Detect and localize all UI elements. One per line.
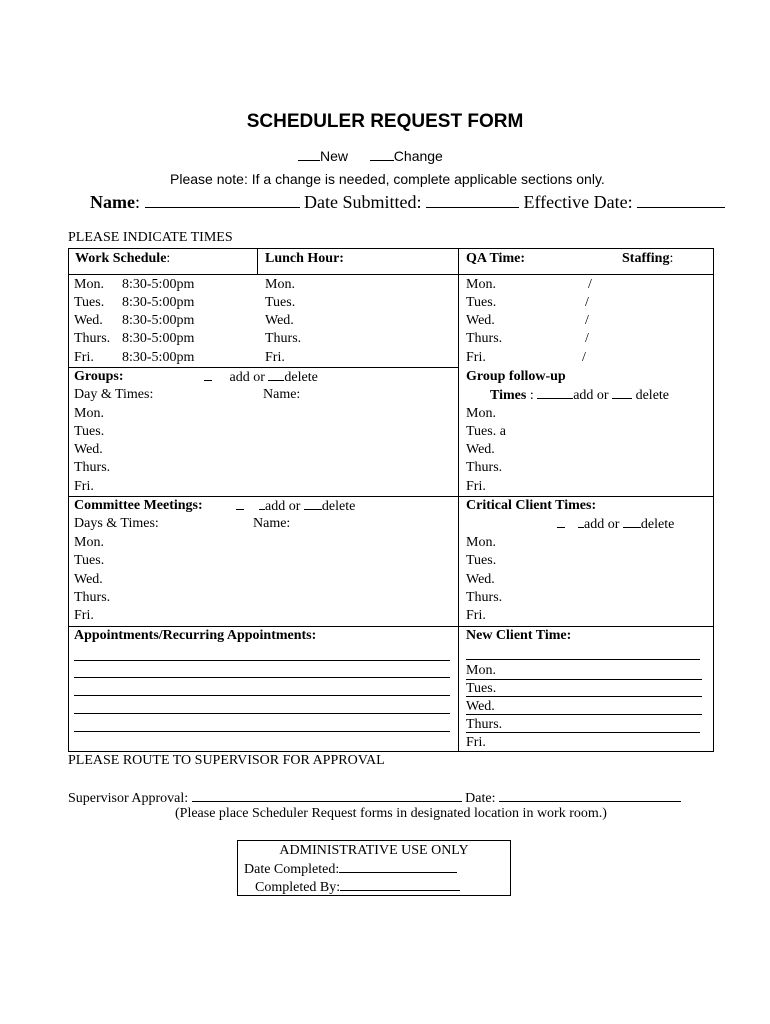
lunch-day[interactable]: Tues. <box>265 295 296 310</box>
lunch-hour-header: Lunch Hour: <box>265 251 344 266</box>
staffing-header: Staffing: <box>622 251 674 266</box>
note-text: Please note: If a change is needed, complete applicable sections only. <box>170 171 605 187</box>
supervisor-approval-row <box>68 789 681 807</box>
route-instruction: PLEASE ROUTE TO SUPERVISOR FOR APPROVAL <box>68 753 385 768</box>
committee-day[interactable]: Tues. <box>74 553 105 568</box>
group-followup-day[interactable]: Mon. <box>466 406 496 421</box>
new-client-line[interactable] <box>466 732 700 733</box>
work-day: Tues. <box>74 295 105 310</box>
work-day: Mon. <box>74 277 104 292</box>
work-time[interactable]: 8:30-5:00pm <box>122 331 195 346</box>
group-followup-add-or: add or <box>573 388 609 403</box>
group-followup-add-checkbox[interactable] <box>537 386 573 399</box>
work-schedule-header: Work Schedule: <box>75 251 171 266</box>
group-followup-times-label: Times <box>490 388 527 403</box>
new-client-day: Fri. <box>466 735 486 750</box>
committee-day[interactable]: Wed. <box>74 572 103 587</box>
committee-or-label: or <box>288 499 301 514</box>
date-submitted-field[interactable] <box>426 193 519 208</box>
critical-or-label: or <box>607 517 620 532</box>
groups-add-label: add <box>229 370 250 385</box>
groups-delete-label: delete <box>284 370 318 385</box>
new-client-line[interactable] <box>466 659 700 660</box>
work-time[interactable]: 8:30-5:00pm <box>122 313 195 328</box>
groups-add-delete <box>204 368 318 387</box>
completed-by-field[interactable] <box>340 878 460 891</box>
placement-note: (Please place Scheduler Request forms in designated location in work room.) <box>175 806 607 821</box>
committee-day[interactable]: Fri. <box>74 608 94 623</box>
supervisor-approval-label: Supervisor Approval: <box>68 791 189 806</box>
work-time[interactable]: 8:30-5:00pm <box>122 295 195 310</box>
supervisor-approval-field[interactable] <box>192 789 462 802</box>
supervisor-date-label: Date: <box>465 791 496 806</box>
work-day: Wed. <box>74 313 103 328</box>
critical-delete-label: delete <box>640 517 675 532</box>
critical-day[interactable]: Thurs. <box>466 590 503 605</box>
date-submitted-label: Date Submitted: <box>304 192 422 212</box>
groups-day[interactable]: Wed. <box>74 442 103 457</box>
new-client-line[interactable] <box>466 714 702 715</box>
qa-day[interactable]: Fri. <box>466 350 486 365</box>
lunch-day[interactable]: Thurs. <box>265 331 302 346</box>
date-completed-row <box>244 860 457 878</box>
indicate-times-heading: PLEASE INDICATE TIMES <box>68 230 233 245</box>
group-followup-day[interactable]: Fri. <box>466 479 486 494</box>
work-time[interactable]: 8:30-5:00pm <box>122 277 195 292</box>
committee-add-checkbox[interactable] <box>236 497 244 510</box>
critical-day[interactable]: Mon. <box>466 535 496 550</box>
staffing-slash: / <box>585 313 589 328</box>
committee-delete-checkbox[interactable] <box>304 497 322 510</box>
qa-day[interactable]: Thurs. <box>466 331 503 346</box>
committee-name-label: Name: <box>253 516 291 531</box>
groups-delete-checkbox[interactable] <box>268 368 284 381</box>
lunch-day[interactable]: Wed. <box>265 313 294 328</box>
group-followup-delete-label: delete <box>635 388 670 403</box>
new-client-line[interactable] <box>466 696 702 697</box>
header-fields: Name: Date Submitted: Effective Date: <box>90 192 725 213</box>
groups-day[interactable]: Tues. <box>74 424 105 439</box>
groups-add-checkbox[interactable] <box>204 368 212 381</box>
groups-day-times-label: Day & Times: <box>74 387 154 402</box>
supervisor-date-field[interactable] <box>499 789 681 802</box>
qa-day[interactable]: Wed. <box>466 313 495 328</box>
new-client-day: Tues. <box>466 681 497 696</box>
name-field[interactable] <box>145 193 300 208</box>
new-client-time-label: New Client Time: <box>466 628 572 643</box>
committee-label: Committee Meetings: <box>74 498 203 513</box>
staffing-slash: / <box>582 350 586 365</box>
date-completed-field[interactable] <box>339 860 457 873</box>
group-followup-day[interactable]: Tues. a <box>466 424 506 439</box>
critical-add-delete <box>557 515 674 534</box>
committee-day[interactable]: Thurs. <box>74 590 111 605</box>
critical-day[interactable]: Fri. <box>466 608 486 623</box>
change-option-label: Change <box>393 148 443 164</box>
critical-add-label: add <box>584 517 605 532</box>
work-day: Thurs. <box>74 331 111 346</box>
critical-delete-checkbox[interactable] <box>623 515 641 528</box>
staffing-slash: / <box>588 277 592 292</box>
group-followup-delete-checkbox[interactable] <box>612 386 632 399</box>
committee-days-times-label: Days & Times: <box>74 516 159 531</box>
group-followup-times: Times : add or delete <box>490 388 670 403</box>
critical-client-label: Critical Client Times: <box>466 498 597 513</box>
appointments-label: Appointments/Recurring Appointments: <box>74 628 317 643</box>
committee-delete-label: delete <box>321 499 356 514</box>
group-followup-day[interactable]: Thurs. <box>466 460 503 475</box>
new-checkbox-line[interactable] <box>298 148 320 161</box>
new-client-day: Wed. <box>466 699 495 714</box>
lunch-day[interactable]: Fri. <box>265 350 285 365</box>
date-completed-label: Date Completed: <box>244 862 340 877</box>
new-option-label: New <box>320 148 349 164</box>
admin-title: ADMINISTRATIVE USE ONLY <box>279 843 469 858</box>
completed-by-label: Completed By: <box>255 880 341 895</box>
new-client-line[interactable] <box>466 679 702 680</box>
groups-day[interactable]: Thurs. <box>74 460 111 475</box>
completed-by-row <box>255 878 460 896</box>
committee-add-label: add <box>265 499 286 514</box>
groups-name-label: Name: <box>263 387 301 402</box>
page-title: SCHEDULER REQUEST FORM <box>246 111 524 132</box>
type-selector <box>298 148 443 164</box>
work-day: Fri. <box>74 350 94 365</box>
new-client-day: Mon. <box>466 663 496 678</box>
new-client-day: Thurs. <box>466 717 503 732</box>
critical-add-checkbox[interactable] <box>557 515 565 528</box>
groups-day[interactable]: Mon. <box>74 406 104 421</box>
name-label: Name <box>90 192 135 212</box>
critical-day[interactable]: Tues. <box>466 553 497 568</box>
group-followup-label: Group follow-up <box>466 369 566 384</box>
committee-day[interactable]: Mon. <box>74 535 104 550</box>
groups-or-label: or <box>253 370 265 385</box>
group-followup-day[interactable]: Wed. <box>466 442 495 457</box>
change-checkbox-line[interactable] <box>370 148 394 161</box>
qa-time-header: QA Time: <box>466 251 525 266</box>
lunch-day[interactable]: Mon. <box>265 277 295 292</box>
groups-label: Groups: <box>74 369 124 384</box>
staffing-slash: / <box>585 295 589 310</box>
qa-day[interactable]: Mon. <box>466 277 496 292</box>
effective-date-field[interactable] <box>637 193 725 208</box>
qa-day[interactable]: Tues. <box>466 295 497 310</box>
effective-date-label: Effective Date: <box>523 192 633 212</box>
staffing-slash: / <box>585 331 589 346</box>
groups-day[interactable]: Fri. <box>74 479 94 494</box>
work-time[interactable]: 8:30-5:00pm <box>122 350 195 365</box>
critical-day[interactable]: Wed. <box>466 572 495 587</box>
committee-add-delete <box>236 497 355 516</box>
